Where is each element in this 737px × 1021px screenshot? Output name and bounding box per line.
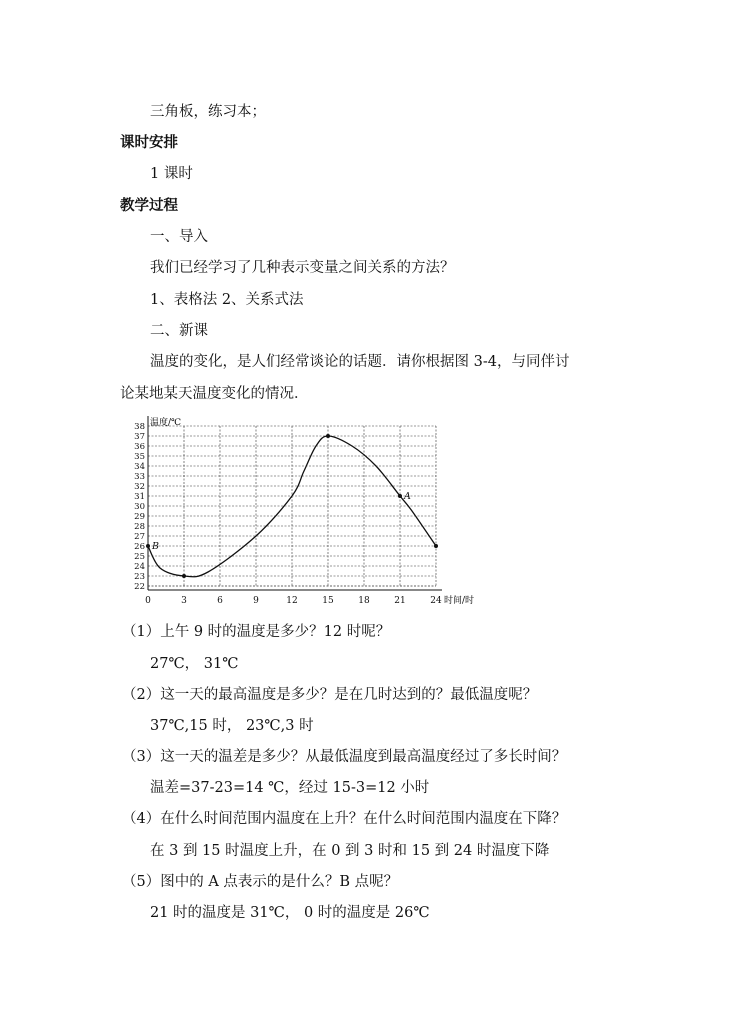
materials-line: 三角板，练习本； bbox=[150, 104, 266, 120]
question-5: （5）图中的 A 点表示的是什么？B 点呢？ bbox=[122, 874, 399, 890]
x-axis-label: 时间/时 bbox=[444, 596, 475, 606]
y-tick-label: 24 bbox=[134, 562, 145, 572]
y-tick-label: 25 bbox=[134, 552, 145, 562]
x-tick-label: 21 bbox=[394, 596, 406, 606]
x-tick-label: 24 bbox=[430, 596, 442, 606]
process-heading: 教学过程 bbox=[120, 198, 178, 214]
y-tick-label: 30 bbox=[134, 502, 145, 512]
y-tick-label: 28 bbox=[134, 522, 145, 532]
y-tick-label: 38 bbox=[134, 422, 145, 432]
answer-4: 在 3 到 15 时温度上升，在 0 到 3 时和 15 到 24 时温度下降 bbox=[150, 843, 550, 859]
y-tick-label: 26 bbox=[134, 542, 145, 552]
question-3: （3）这一天的温差是多少？从最低温度到最高温度经过了多长时间？ bbox=[122, 749, 567, 765]
x-tick-label: 18 bbox=[358, 596, 370, 606]
y-axis-label: 温度/℃ bbox=[150, 418, 182, 428]
x-tick-label: 6 bbox=[217, 596, 223, 606]
x-tick-label: 3 bbox=[181, 596, 187, 606]
temperature-chart bbox=[120, 414, 504, 610]
y-tick-label: 27 bbox=[134, 532, 145, 542]
y-tick-label: 23 bbox=[134, 572, 145, 582]
x-tick-label: 15 bbox=[322, 596, 334, 606]
new-lesson-paragraph-1: 温度的变化，是人们经常谈论的话题．请你根据图 3-4，与同伴讨 bbox=[150, 354, 570, 370]
y-tick-label: 37 bbox=[134, 432, 145, 442]
data-point bbox=[434, 544, 438, 548]
y-tick-label: 22 bbox=[134, 582, 145, 592]
x-tick-label: 12 bbox=[286, 596, 298, 606]
intro-heading: 一、导入 bbox=[150, 229, 208, 245]
schedule-heading: 课时安排 bbox=[120, 135, 178, 151]
y-tick-label: 32 bbox=[134, 482, 145, 492]
new-lesson-heading: 二、新课 bbox=[150, 323, 208, 339]
data-point bbox=[146, 544, 150, 548]
y-tick-label: 36 bbox=[134, 442, 145, 452]
question-1: （1）上午 9 时的温度是多少？12 时呢？ bbox=[122, 624, 391, 640]
x-tick-label: 0 bbox=[145, 596, 151, 606]
point-label-a: A bbox=[404, 491, 411, 502]
question-2: （2）这一天的最高温度是多少？是在几时达到的？最低温度呢？ bbox=[122, 687, 538, 703]
data-point bbox=[182, 574, 186, 578]
y-tick-label: 31 bbox=[134, 492, 145, 502]
question-4: （4）在什么时间范围内温度在上升？在什么时间范围内温度在下降？ bbox=[122, 811, 567, 827]
y-tick-label: 29 bbox=[134, 512, 145, 522]
chart-background bbox=[120, 414, 504, 610]
data-point bbox=[326, 434, 330, 438]
answer-3: 温差=37-23=14 ℃，经过 15-3=12 小时 bbox=[150, 780, 430, 796]
intro-answer: 1、表格法 2、关系式法 bbox=[150, 292, 304, 308]
answer-5: 21 时的温度是 31℃， 0 时的温度是 26℃ bbox=[150, 905, 430, 921]
schedule-text: 1 课时 bbox=[150, 166, 193, 182]
x-tick-label: 9 bbox=[253, 596, 259, 606]
point-label-b: B bbox=[152, 541, 159, 552]
new-lesson-paragraph-2: 论某地某天温度变化的情况． bbox=[120, 386, 309, 402]
data-point bbox=[398, 494, 402, 498]
answer-2: 37℃,15 时， 23℃,3 时 bbox=[150, 718, 314, 734]
y-tick-label: 33 bbox=[134, 472, 145, 482]
intro-question: 我们已经学习了几种表示变量之间关系的方法？ bbox=[150, 260, 455, 276]
answer-1: 27℃， 31℃ bbox=[150, 656, 239, 672]
y-tick-label: 35 bbox=[134, 452, 145, 462]
y-tick-label: 34 bbox=[134, 462, 145, 472]
